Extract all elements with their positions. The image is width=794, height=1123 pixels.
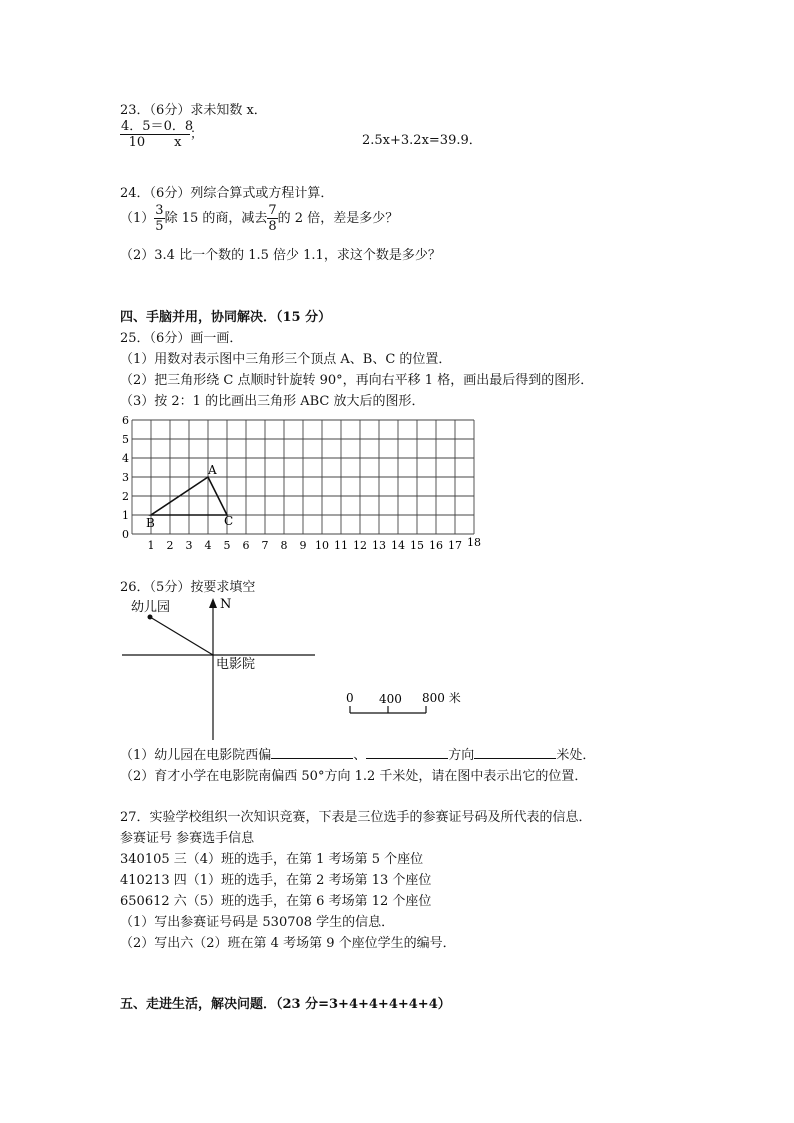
section-5-heading: 五、走进生活，解决问题．（23 分=3+4+4+4+4+4） <box>120 997 451 1012</box>
q26-p1-text-c: 方向 <box>448 748 475 763</box>
y-tick: 6 <box>122 414 129 427</box>
y-tick: 1 <box>122 509 129 522</box>
y-tick: 3 <box>122 471 129 484</box>
x-tick: 14 <box>391 539 405 552</box>
vertex-label-a: A <box>208 463 217 477</box>
q25-part-2: （2）把三角形绕 C 点顺时针旋转 90°，再向右平移 1 格，画出最后得到的图形． <box>120 373 594 388</box>
q24-p1-suffix: 的 2 倍，差是多少？ <box>277 211 399 226</box>
vertex-label-c: C <box>224 514 234 528</box>
q24-p1-prefix: （1） <box>120 211 155 226</box>
q27-part-2: （2）写出六（2）班在第 4 考场第 9 个座位学生的编号． <box>120 936 456 951</box>
q27-part-1: （1）写出参赛证号码是 530708 学生的信息． <box>120 915 395 930</box>
q23-den-right: x <box>174 135 182 150</box>
y-tick: 0 <box>122 528 129 541</box>
x-tick: 10 <box>315 539 329 552</box>
y-tick: 5 <box>122 433 129 446</box>
north-label: N <box>220 597 232 612</box>
q26-p1-text-b: 、 <box>353 748 367 763</box>
north-arrow-icon <box>209 598 217 608</box>
q27-title: 27．实验学校组织一次知识竞赛，下表是三位选手的参赛证号码及所代表的信息． <box>120 810 592 825</box>
scale-label-800: 800 米 <box>422 691 461 705</box>
cinema-label: 电影院 <box>216 657 256 672</box>
x-tick: 1 <box>147 539 155 552</box>
q25-part-1: （1）用数对表示图中三角形三个顶点 A、B、C 的位置． <box>120 352 452 367</box>
q26-title: 26．（5分）按要求填空 <box>120 580 256 595</box>
x-tick: 9 <box>299 539 307 552</box>
q23-num-right: 0．8 <box>163 119 194 134</box>
q24-part-2: （2）3.4 比一个数的 1.5 倍少 1.1，求这个数是多少？ <box>120 248 441 263</box>
blank-distance[interactable] <box>474 746 556 759</box>
direction-map <box>115 592 475 744</box>
y-tick: 4 <box>122 452 129 465</box>
y-tick: 2 <box>122 490 129 503</box>
q23-title: 23．（6分）求未知数 x． <box>120 103 267 118</box>
q24-fraction-7-8: $\frac{7}{8}$ <box>268 203 277 234</box>
coordinate-grid <box>115 410 495 555</box>
q27-table-header: 参赛证号 参赛选手信息 <box>120 831 255 846</box>
q26-part-1 <box>120 744 595 763</box>
blank-direction[interactable] <box>366 746 448 759</box>
q23-proportion <box>120 120 203 149</box>
x-tick: 7 <box>261 539 269 552</box>
x-tick: 3 <box>185 539 193 552</box>
q25-title: 25．（6分）画一画． <box>120 331 243 346</box>
q25-part-3: （3）按 2：1 的比画出三角形 ABC 放大后的图形． <box>120 394 425 409</box>
q27-table-row: 410213 四（1）班的选手，在第 2 考场第 13 个座位 <box>120 873 432 888</box>
x-tick: 8 <box>280 539 288 552</box>
x-tick: 4 <box>204 539 212 552</box>
x-tick: 15 <box>410 539 424 552</box>
q27-table-row: 650612 六（5）班的选手，在第 6 考场第 12 个座位 <box>120 894 432 909</box>
vertex-label-b: B <box>146 516 155 530</box>
scale-label-400: 400 <box>379 692 402 706</box>
x-tick: 11 <box>334 539 348 552</box>
kindergarten-label: 幼儿园 <box>131 600 171 615</box>
q24-part-1 <box>120 204 398 233</box>
section-4-heading: 四、手脑并用，协同解决．（15 分） <box>120 310 332 325</box>
blank-angle[interactable] <box>271 746 353 759</box>
q23-equals: ＝ <box>150 119 164 134</box>
x-tick: 16 <box>429 539 443 552</box>
kindergarten-line <box>150 617 213 655</box>
q26-p1-text-d: 米处． <box>556 748 596 763</box>
x-tick: 12 <box>353 539 367 552</box>
x-tick: 13 <box>372 539 386 552</box>
q23-separator: ； <box>190 127 204 142</box>
q24-title: 24．（6分）列综合算式或方程计算． <box>120 186 334 201</box>
q23-den-left: 10 <box>128 135 146 150</box>
x-tick: 2 <box>166 539 174 552</box>
x-tick-labels <box>148 536 482 552</box>
x-tick: 6 <box>242 539 250 552</box>
q27-table-row: 340105 三（4）班的选手，在第 1 考场第 5 个座位 <box>120 852 424 867</box>
x-tick: 18 <box>467 536 481 549</box>
q23-num-left: 4．5 <box>121 119 151 134</box>
grid-lines <box>132 420 474 534</box>
y-tick-labels <box>122 414 129 541</box>
q23-equation-2: 2.5x+3.2x=39.9． <box>362 133 482 148</box>
x-tick: 5 <box>223 539 231 552</box>
q24-p1-middle: 除 15 的商，减去 <box>164 211 268 226</box>
kindergarten-point <box>148 615 153 620</box>
x-tick: 17 <box>448 539 462 552</box>
scale-label-0: 0 <box>346 691 354 705</box>
q26-part-2: （2）育才小学在电影院南偏西 50°方向 1.2 千米处，请在图中表示出它的位置． <box>120 769 588 784</box>
q26-p1-text-a: （1）幼儿园在电影院西偏 <box>120 748 272 763</box>
q24-fraction-3-5: $\frac{3}{5}$ <box>155 203 164 234</box>
